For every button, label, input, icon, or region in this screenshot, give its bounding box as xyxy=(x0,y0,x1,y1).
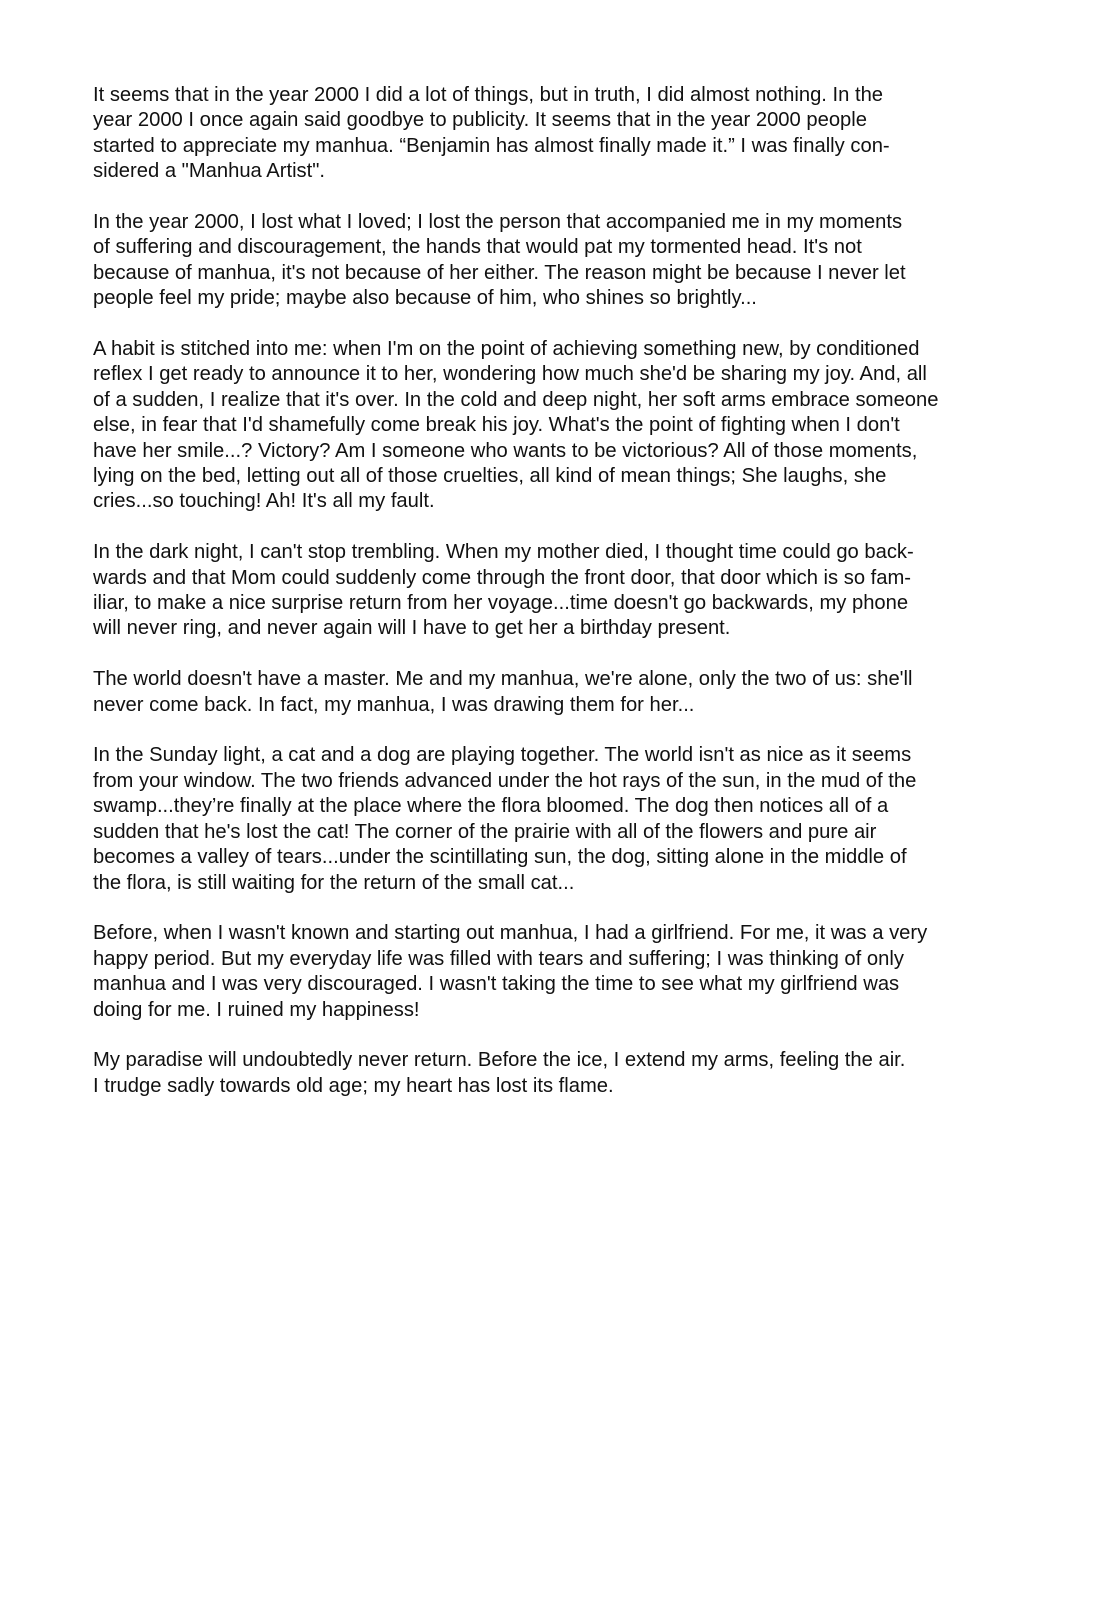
body-text xyxy=(93,83,1018,1125)
paragraph-4: In the dark night, I can't stop trembling. When my mother died, I thought time could go back- wards and that Mom could suddenly come through the front door, that door which is so fam- iliar, to make a nice surprise return from her voyage...time doesn't go backwards, my phone will never ring, and never again will I have to get her a birthday present. xyxy=(93,541,914,640)
paragraph-1: It seems that in the year 2000 I did a lot of things, but in truth, I did almost nothing. In the year 2000 I once again said goodbye to publicity. It seems that in the year 2000 people started to appreciate my manhua. “Benjamin has almost finally made it.” I was finally con- sidered a "Manhua Artist". xyxy=(93,84,890,183)
paragraph-5: The world doesn't have a master. Me and my manhua, we're alone, only the two of us: she'll never come back. In fact, my manhua, I was drawing them for her... xyxy=(93,668,913,716)
paragraph-7: Before, when I wasn't known and starting out manhua, I had a girlfriend. For me, it was a very happy period. But my everyday life was filled with tears and suffering; I was thinking of only manhua and I was very discouraged. I wasn't taking the time to see what my girlfriend was doing for me. I ruined my happiness! xyxy=(93,922,928,1021)
paragraph-2: In the year 2000, I lost what I loved; I lost the person that accompanied me in my moments of suffering and discouragement, the hands that would pat my tormented head. It's not because of manhua, it's not because of her either. The reason might be because I never let people feel my pride; maybe also because of him, who shines so brightly... xyxy=(93,211,906,310)
paragraph-6: In the Sunday light, a cat and a dog are playing together. The world isn't as nice as it seems from your window. The two friends advanced under the hot rays of the sun, in the mud of the swamp...they’re finally at the place where the flora bloomed. The dog then notices all of a sudden that he's lost the cat! The corner of the prairie with all of the flowers and pure air becomes a valley of tears...under the scintillating sun, the dog, sitting alone in the middle of the flora, is still waiting for the return of the small cat... xyxy=(93,744,917,894)
paragraph-8: My paradise will undoubtedly never return. Before the ice, I extend my arms, feeling the air. I trudge sadly towards old age; my heart has lost its flame. xyxy=(93,1049,906,1097)
paragraph-3: A habit is stitched into me: when I'm on the point of achieving something new, by conditioned reflex I get ready to announce it to her, wondering how much she'd be sharing my joy. And, all of a sudden, I realize that it's over. In the cold and deep night, her soft arms embrace someone else, in fear that I'd shamefully come break his joy. What's the point of fighting when I don't have her smile...? Victory? Am I someone who wants to be victorious? All of those moments, lying on the bed, letting out all of those cruelties, all kind of mean things; She laughs, she cries...so touching! Ah! It's all my fault. xyxy=(93,338,939,513)
